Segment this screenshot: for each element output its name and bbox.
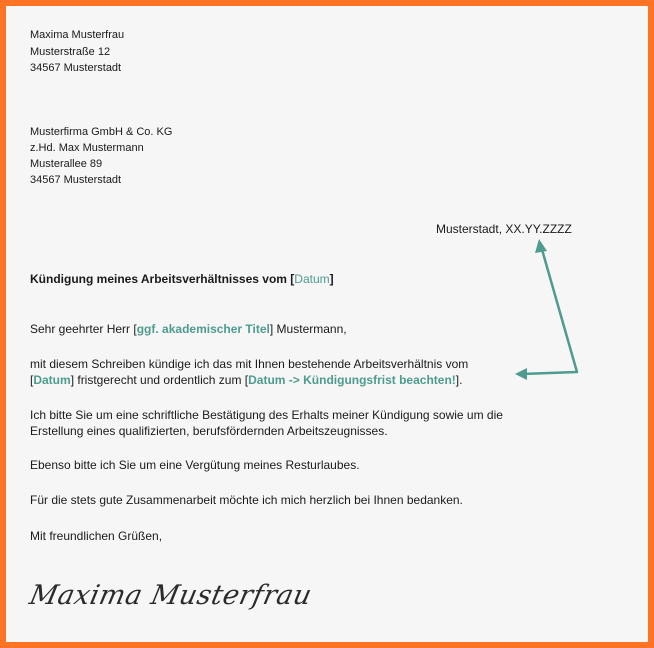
recipient-attn: z.Hd. Max Mustermann [30,142,144,154]
title-placeholder: ggf. akademischer Titel [136,322,270,336]
sender-city: 34567 Musterstadt [30,62,122,74]
end-date-placeholder: Datum -> Kündigungsfrist beachten! [248,373,456,387]
salutation-suffix: ] Mustermann, [269,322,347,336]
subject-line [30,272,334,286]
paragraph-2-line-1: Ich bitte Sie um eine schriftliche Bestätigung des Erhalts meiner Kündigung sowie um die [30,408,503,422]
recipient-city: 34567 Musterstadt [30,174,122,186]
sender-street: Musterstraße 12 [30,46,111,58]
salutation [30,322,347,336]
paragraph-2-line-2: Erstellung eines qualifizierten, berufsfördernden Arbeitszeugnisses. [30,424,388,438]
recipient-street: Musterallee 89 [30,158,103,170]
closing: Mit freundlichen Grüßen, [30,529,163,543]
date-line: Musterstadt, XX.YY.ZZZZ [436,222,572,236]
start-date-placeholder: Datum [33,373,71,387]
sender-name: Maxima Musterfrau [30,29,125,41]
paragraph-1-line-1: mit diesem Schreiben kündige ich das mit Ihnen bestehende Arbeitsverhältnis vom [30,357,469,371]
subject-date-placeholder: Datum [294,272,330,286]
subject-prefix: Kündigung meines Arbeitsverhältnisses vom [ [30,272,295,286]
subject-suffix: ] [329,272,334,286]
paragraph-1-line-2 [30,373,462,387]
p1-middle-text: ] fristgerecht und ordentlich zum [ [70,373,249,387]
salutation-prefix: Sehr geehrter Herr [ [30,322,137,336]
p1-bracket-open: [ [30,373,34,387]
paragraph-3: Ebenso bitte ich Sie um eine Vergütung meines Resturlaubes. [30,458,360,472]
recipient-company: Musterfirma GmbH & Co. KG [30,126,173,138]
paragraph-4: Für die stets gute Zusammenarbeit möchte ich mich herzlich bei Ihnen bedanken. [30,493,463,507]
p1-bracket-close: ]. [455,373,463,387]
handwritten-signature: Maxima Musterfrau [26,580,315,611]
